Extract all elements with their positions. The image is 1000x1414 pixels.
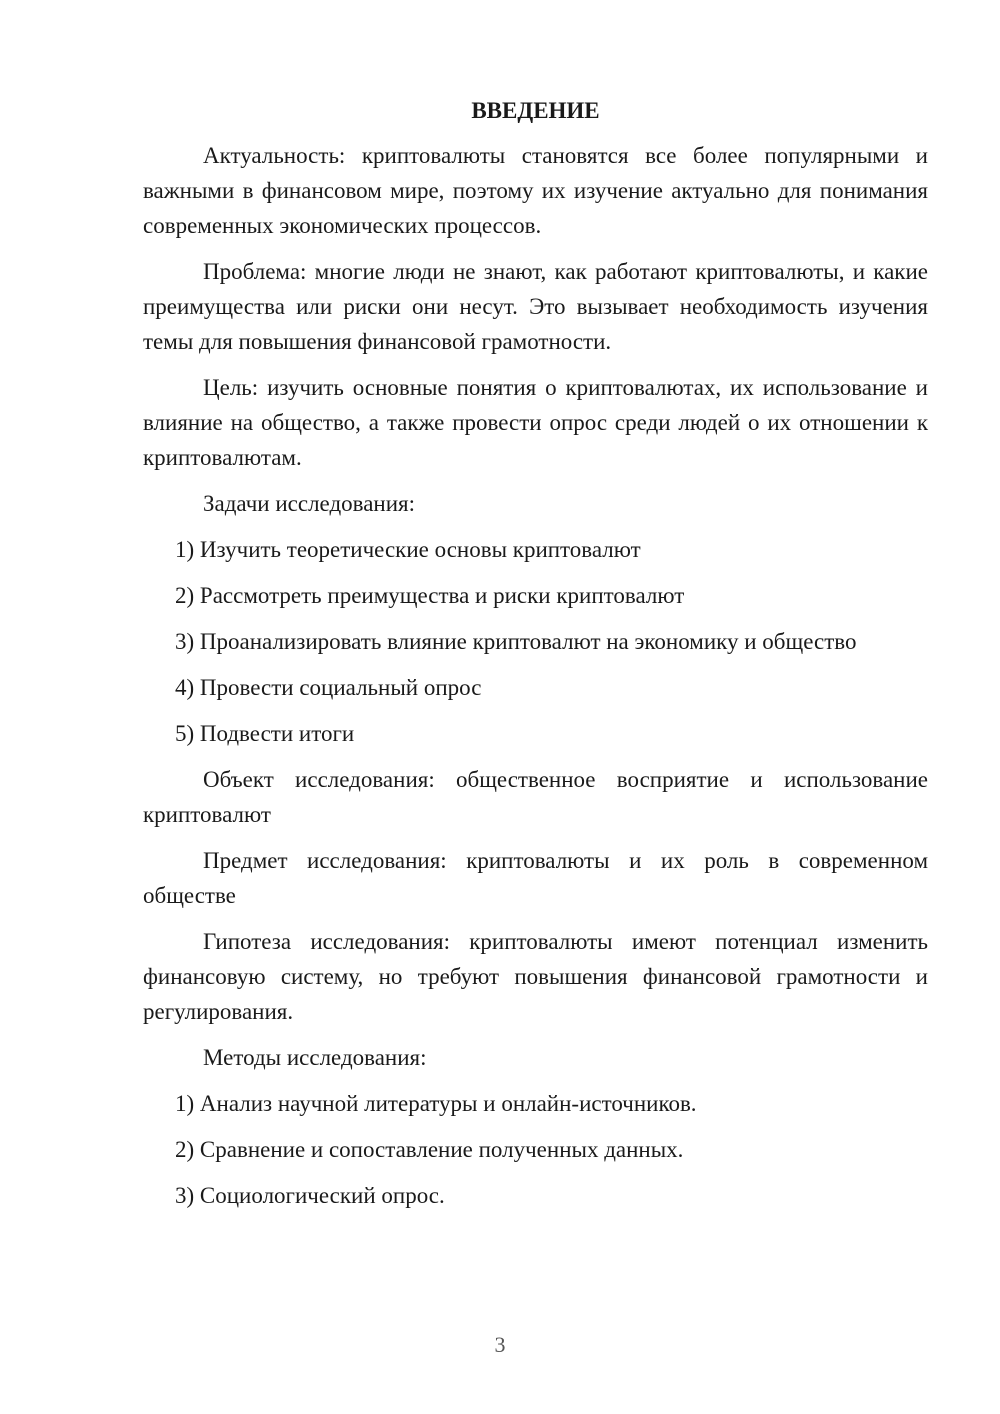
paragraph-object: Объект исследования: общественное восприятие и использование криптовалют bbox=[143, 767, 928, 827]
task-item: 3) Проанализировать влияние криптовалют на экономику и общество bbox=[175, 629, 857, 654]
page-number: 3 bbox=[494, 1332, 506, 1357]
task-item: 1) Изучить теоретические основы криптовалют bbox=[175, 537, 641, 562]
document-page bbox=[143, 96, 928, 1224]
paragraph-subject: Предмет исследования: криптовалюты и их роль в современном обществе bbox=[143, 848, 928, 908]
tasks-label: Задачи исследования: bbox=[203, 491, 416, 516]
method-item: 1) Анализ научной литературы и онлайн-источников. bbox=[175, 1091, 697, 1116]
task-item: 4) Провести социальный опрос bbox=[175, 675, 482, 700]
page-title: ВВЕДЕНИЕ bbox=[471, 98, 600, 123]
task-item: 2) Рассмотреть преимущества и риски криптовалют bbox=[175, 583, 685, 608]
method-item: 2) Сравнение и сопоставление полученных данных. bbox=[175, 1137, 684, 1162]
paragraph-hypothesis: Гипотеза исследования: криптовалюты имеют потенциал изменить финансовую систему, но требуют повышения финансовой грамотности и регулирования. bbox=[143, 929, 928, 1024]
task-item: 5) Подвести итоги bbox=[175, 721, 355, 746]
paragraph-relevance: Актуальность: криптовалюты становятся все более популярными и важными в финансовом мире, поэтому их изучение актуально для понимания современных экономических процессов. bbox=[143, 143, 928, 238]
paragraph-problem: Проблема: многие люди не знают, как работают криптовалюты, и какие преимущества или риски они несут. Это вызывает необходимость изучения темы для повышения финансовой грамотности. bbox=[143, 259, 928, 354]
paragraph-goal: Цель: изучить основные понятия о криптовалютах, их использование и влияние на общество, а также провести опрос среди людей о их отношении к криптовалютам. bbox=[143, 375, 928, 470]
method-item: 3) Социологический опрос. bbox=[175, 1183, 445, 1208]
methods-label: Методы исследования: bbox=[203, 1045, 427, 1070]
